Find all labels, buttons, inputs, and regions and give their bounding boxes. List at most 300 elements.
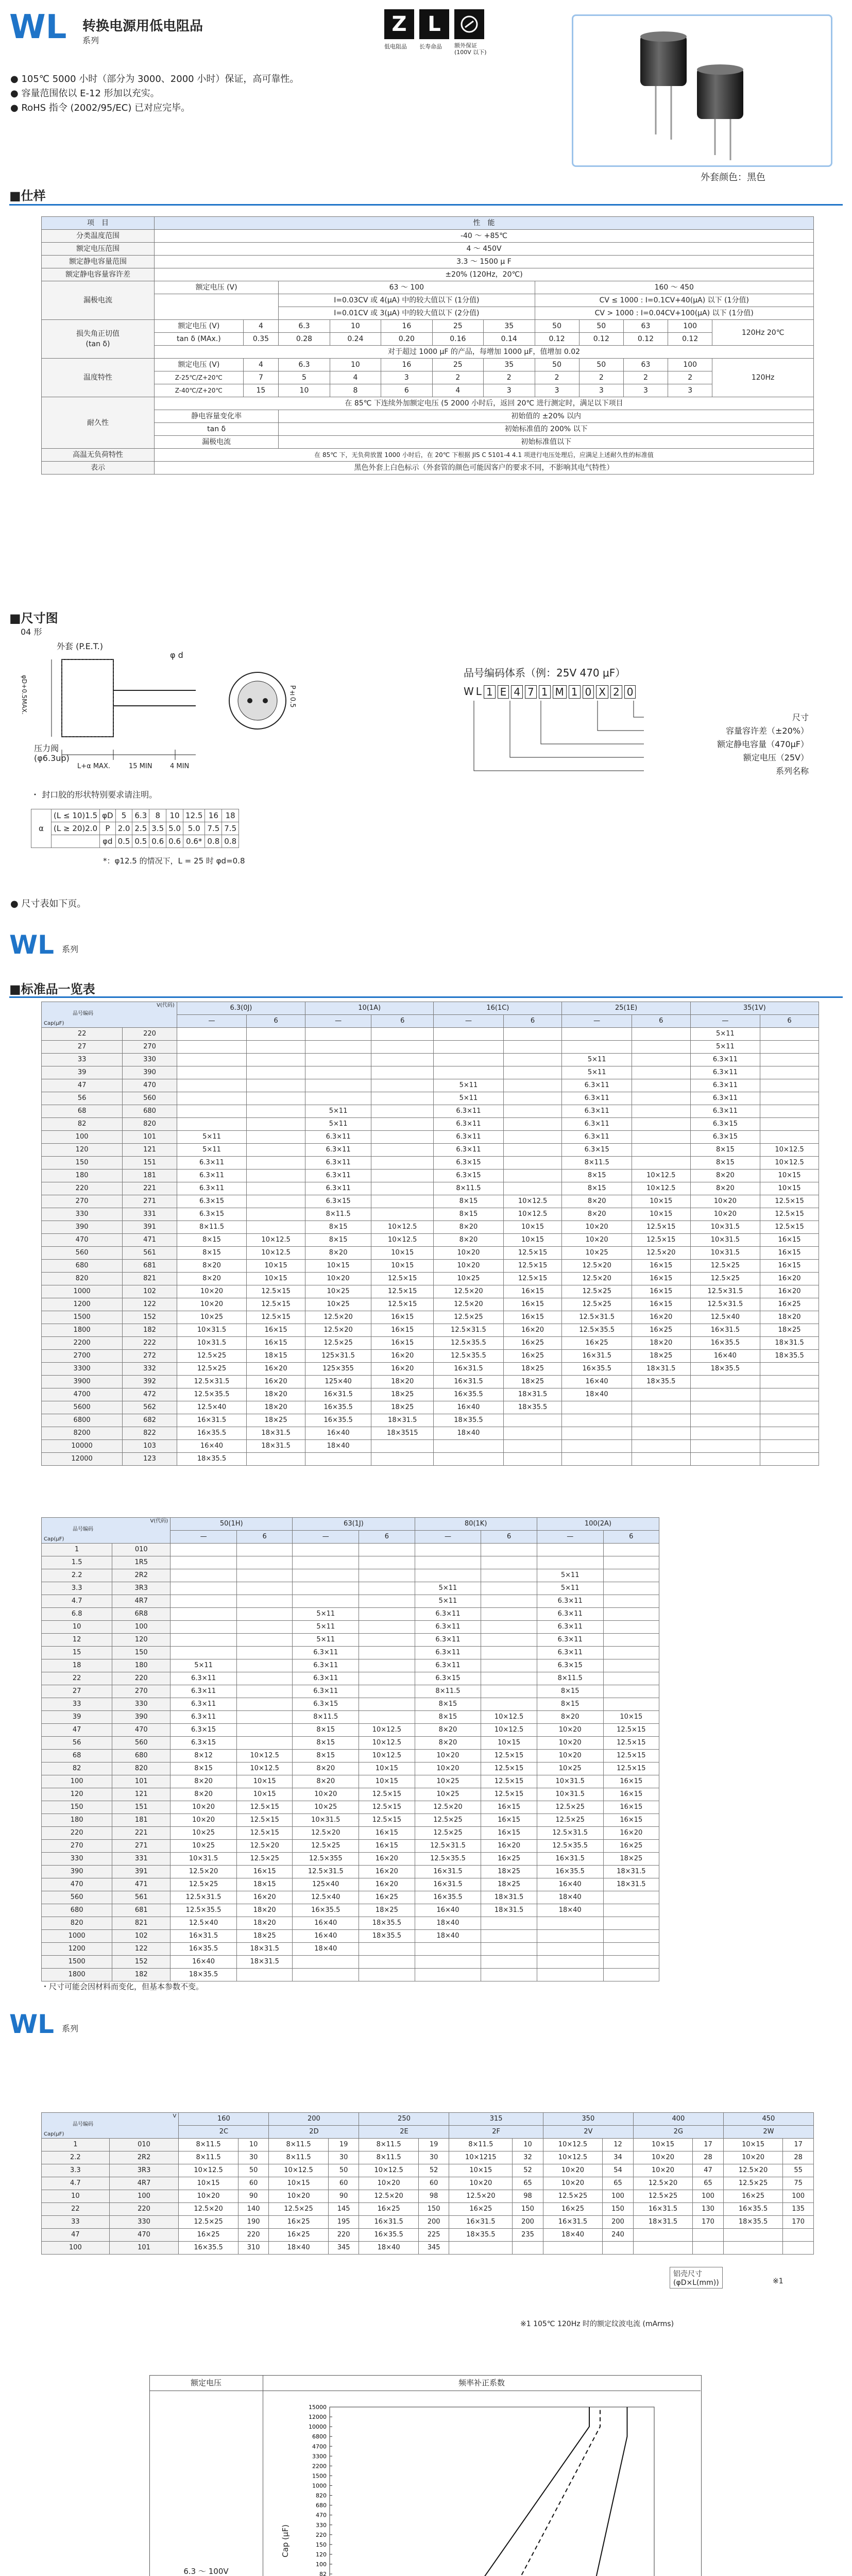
code-cell: 220 [123, 1028, 177, 1041]
table-row [42, 1376, 819, 1388]
code-cell: 560 [112, 1737, 171, 1750]
size-cell [537, 1556, 603, 1569]
size-cell: 10×31.5 [177, 1324, 246, 1337]
size-cell: 47 [693, 2164, 724, 2177]
size-cell: 6.3×11 [177, 1170, 246, 1182]
size-cell [293, 1595, 359, 1608]
size-cell: 18×3515 [371, 1427, 434, 1440]
size-cell: 10×25 [415, 1775, 481, 1788]
size-cell: 10×25 [177, 1311, 246, 1324]
size-cell [690, 1401, 760, 1414]
capacitance-cell: 2700 [42, 1350, 123, 1363]
size-cell: 6.3×15 [434, 1170, 503, 1182]
size-cell [237, 1969, 293, 1981]
y-tick-label: 150 [316, 2541, 327, 2548]
size-cell [760, 1363, 819, 1376]
size-cell: 12.5×20 [562, 1273, 632, 1285]
size-cell: 52 [418, 2164, 449, 2177]
size-cell: 10×20 [537, 1737, 603, 1750]
size-cell: 18×40 [537, 1891, 603, 1904]
size-cell: 6.3×15 [171, 1724, 237, 1737]
size-cell: 18×25 [503, 1363, 562, 1376]
size-cell: 12.5×40 [690, 1311, 760, 1324]
code-cell: 472 [123, 1388, 177, 1401]
long-life-badge: L [419, 9, 449, 39]
table-row [42, 2203, 814, 2216]
size-cell: 16×15 [632, 1298, 690, 1311]
table-row [42, 1659, 659, 1672]
size-cell: 8×15 [537, 1698, 603, 1711]
code-cell: 101 [112, 1775, 171, 1788]
code-cell: 561 [123, 1247, 177, 1260]
size-cell [503, 1092, 562, 1105]
table-row [42, 1595, 659, 1608]
size-cell: 8×12 [171, 1750, 237, 1762]
capacitance-cell: 820 [42, 1273, 123, 1285]
size-cell: 18×35.5 [690, 1363, 760, 1376]
size-cell: 6.3×15 [177, 1195, 246, 1208]
capacitance-cell: 33 [42, 1698, 112, 1711]
size-cell: 16×15 [371, 1311, 434, 1324]
size-cell [359, 1711, 415, 1724]
size-cell [237, 1608, 293, 1621]
size-cell: 12.5×25 [237, 1853, 293, 1866]
size-cell [632, 1414, 690, 1427]
size-cell: 16×15 [237, 1866, 293, 1878]
size-cell: 10×15 [449, 2164, 513, 2177]
size-cell: 10×15 [305, 1260, 371, 1273]
code-cell: 102 [112, 1930, 171, 1943]
size-cell: 5×11 [434, 1079, 503, 1092]
size-cell [434, 1054, 503, 1066]
table-row [42, 1634, 659, 1647]
code-cell: 820 [123, 1118, 177, 1131]
size-cell: 60 [418, 2177, 449, 2190]
size-cell [503, 1414, 562, 1427]
table-row [42, 1737, 659, 1750]
size-note: ● 尺寸表如下页。 [10, 899, 87, 909]
size-cell: 16×40 [305, 1427, 371, 1440]
size-cell [237, 1556, 293, 1569]
size-cell: 12.5×25 [305, 1337, 371, 1350]
size-cell: 6.3×11 [690, 1105, 760, 1118]
size-cell: 16×40 [293, 1930, 359, 1943]
size-cell: 6.3×11 [415, 1608, 481, 1621]
freq-head-voltage: 额定电压 [190, 2378, 221, 2387]
size-cell [603, 1595, 659, 1608]
table-row [42, 1028, 819, 1041]
size-cell: 130 [693, 2203, 724, 2216]
size-cell: 16×35.5 [723, 2203, 782, 2216]
size-cell [359, 1595, 415, 1608]
size-cell: 6.3×11 [415, 1659, 481, 1672]
size-cell: 98 [418, 2190, 449, 2203]
size-cell: 16×15 [760, 1234, 819, 1247]
size-cell: 8×20 [562, 1195, 632, 1208]
size-cell: 12.5×25 [171, 1878, 237, 1891]
code-cell: 391 [112, 1866, 171, 1878]
table-row [42, 2242, 814, 2255]
size-cell: 12.5×31.5 [690, 1285, 760, 1298]
size-cell: 10×12.5 [632, 1182, 690, 1195]
size-cell: 18×40 [434, 1427, 503, 1440]
size-cell: 10×20 [305, 1273, 371, 1285]
size-cell: 12.5×35.5 [434, 1337, 503, 1350]
size-cell: 12.5×25 [179, 2216, 238, 2229]
size-cell [371, 1131, 434, 1144]
size-cell: 12.5×20 [237, 1840, 293, 1853]
dimension-drawing [31, 639, 319, 783]
dimension-title: ■尺寸图 [9, 611, 58, 625]
size-cell: 18×40 [269, 2242, 328, 2255]
table-row [42, 1414, 819, 1427]
hv-legend-mark: ※1 [773, 2277, 783, 2285]
size-cell: 145 [328, 2203, 359, 2216]
size-cell: 12.5×15 [247, 1311, 305, 1324]
size-cell: 18×40 [293, 1943, 359, 1956]
size-cell: 18×31.5 [237, 1956, 293, 1969]
size-cell: 18×31.5 [371, 1414, 434, 1427]
size-cell: 18×25 [481, 1878, 537, 1891]
capacitance-cell: 220 [42, 1827, 112, 1840]
y-tick-label: 220 [316, 2531, 327, 2538]
size-cell: 10×20 [415, 1750, 481, 1762]
size-cell [603, 1634, 659, 1647]
code-cell: 471 [123, 1234, 177, 1247]
size-cell: 8×20 [434, 1234, 503, 1247]
size-cell: 8×11.5 [293, 1711, 359, 1724]
label-sleeve: 外套 (P.E.T.) [57, 641, 103, 651]
size-cell [247, 1131, 305, 1144]
size-cell [481, 1659, 537, 1672]
code-cell: 681 [112, 1904, 171, 1917]
size-cell: 10×20 [269, 2190, 328, 2203]
size-cell: 12.5×15 [481, 1750, 537, 1762]
size-cell [503, 1028, 562, 1041]
size-cell: 10×15 [632, 1208, 690, 1221]
code-cell: 151 [123, 1157, 177, 1170]
size-cell: 18×25 [247, 1414, 305, 1427]
code-cell: 682 [123, 1414, 177, 1427]
table-row [42, 1401, 819, 1414]
code-cell: 471 [112, 1878, 171, 1891]
size-cell: 16×15 [760, 1260, 819, 1273]
size-cell: 12.5×15 [237, 1814, 293, 1827]
size-cell: 75 [783, 2177, 814, 2190]
table-row [42, 1853, 659, 1866]
table-row [42, 1685, 659, 1698]
size-cell: 16×35.5 [305, 1401, 371, 1414]
size-cell [503, 1157, 562, 1170]
size-cell [247, 1208, 305, 1221]
size-cell: 12.5×20 [305, 1311, 371, 1324]
size-cell: 8×15 [415, 1698, 481, 1711]
size-cell [481, 1608, 537, 1621]
size-cell [434, 1041, 503, 1054]
standard-table-low-voltage: V(代码) Cap(μF) 品号编码 6.3(0J) 10(1A) 16(1C) 25(1E) 35(1V) — 6 — 6 — 6 — 6 — 6 22 220 5×11 27 270 5×11 33 330 5×11 6.3×11 39 390 5×11 6.3×11 47 470 5×11 6.3×11 6.3×11 56 560 5×11 6.3×11 6.3×11 68 680 5×11 6.3×11 6.3×11 6.3×11 82 820 5×11 6.3×11 6.3×11 6.3×15 100 101 5×11 6.3×11 6.3×11 6.3×11 6.3×15 120 121 5×11 6.3×11 6.3×11 6.3×15 8×15 10×12.5 150 151 6.3×11 6.3×11 6.3×15 8×11.5 8×15 10×12.5 180 181 6.3×11 6.3×11 6.3×15 8×15 10×12.5 8×20 10×15 220 221 6.3×11 6.3×11 8×11.5 8×15 10×12.5 8×20 10×15 270 271 6.3×15 6.3×15 8×15 10×12.5 8×20 10×15 10×20 12.5×15 330 331 6.3×15 8×11.5 8×15 10×12.5 8×20 10×15 10×20 12.5×15 390 391 8×11.5 8×15 10×12.5 8×20 10×15 10×20 12.5×15 10×31.5 12.5×15 470 471 8×15 10×12.5 8×15 10×12.5 8×20 10×15 10×20 12.5×15 10×31.5 16×15 560 561 8×15 10×12.5 8×20 10×15 10×20 12.5×15 10×25 12.5×20 10×31.5 16×15 680 681 8×20 10×15 10×15 10×15 10×20 12.5×15 12.5×20 16×15 12.5×25 16×15 820 821 8×20 10×15 10×20 12.5×15 10×25 12.5×15 12.5×20 16×15 12.5×25 16×20 1000 102 10×20 12.5×15 10×25 12.5×15 12.5×20 16×15 12.5×25 16×15 12.5×31.5 16×20 1200 122 10×20 12.5×15 10×25 12.5×15 12.5×20 16×15 12.5×25 16×15 12.5×31.5 16×25 1500 152 10×25 12.5×15 12.5×20 16×15 12.5×25 16×15 12.5×31.5 16×20 12.5×40 18×20 1800 182 10×31.5 16×15 12.5×20 16×15 12.5×31.5 16×20 12.5×35.5 16×25 16×31.5 18×25 2200 222 10×31.5 16×15 12.5×25 16×15 12.5×35.5 16×25 16×25 18×20 16×35.5 18×31.5 2700 272 12.5×25 18×15 125×31.5 16×20 12.5×35.5 16×25 16×31.5 18×25 16×40 18×35.5 3300 332 12.5×25 16×20 125×355 16×20 16×31.5 18×25 16×35.5 18×31.5 18×35.5 3900 392 12.5×31.5 16×20 125×40 18×20 16×31.5 18×25 16×40 18×35.5 4700 472 12.5×35.5 18×20 16×31.5 18×25 16×35.5 18×31.5 18×40 5600 562 12.5×40 18×20 16×35.5 18×25 16×40 18×35.5 6800 682 16×31.5 18×25 16×35.5 18×31.5 18×35.5 8200 822 16×35.5 18×31.5 16×40 18×3515 18×40 10000 103 16×40 18×31.5 18×40 12000 123 18×35.5 [41, 1002, 819, 1466]
code-cell: 2R2 [109, 2151, 179, 2164]
size-cell: 16×25 [269, 2229, 328, 2242]
table-row [42, 1840, 659, 1853]
size-cell [237, 1647, 293, 1659]
y-tick-label: 820 [316, 2492, 327, 2499]
size-cell: 8×20 [415, 1737, 481, 1750]
table-row [42, 1092, 819, 1105]
size-cell: 6.3×15 [690, 1118, 760, 1131]
size-cell: 28 [783, 2151, 814, 2164]
label-length-15: 15 MIN [129, 762, 152, 770]
size-cell: 8×20 [305, 1247, 371, 1260]
size-cell: 54 [603, 2164, 634, 2177]
size-cell: 125×31.5 [305, 1350, 371, 1363]
size-cell: 220 [238, 2229, 269, 2242]
size-cell: 8×15 [434, 1195, 503, 1208]
table-row [42, 1440, 819, 1453]
size-cell [171, 1634, 237, 1647]
size-cell: 16×31.5 [562, 1350, 632, 1363]
code-cell: 122 [123, 1298, 177, 1311]
size-cell: 10×15 [247, 1273, 305, 1285]
size-cell: 18×40 [562, 1388, 632, 1401]
size-cell: 190 [238, 2216, 269, 2229]
table-row [42, 1079, 819, 1092]
size-cell [481, 1621, 537, 1634]
size-cell: 10×1215 [449, 2151, 513, 2164]
capacitance-cell: 120 [42, 1788, 112, 1801]
size-cell [371, 1105, 434, 1118]
size-cell [247, 1157, 305, 1170]
capacitance-cell: 560 [42, 1891, 112, 1904]
size-cell: 10×12.5 [481, 1711, 537, 1724]
size-cell: 16×40 [690, 1350, 760, 1363]
code-cell: 560 [123, 1092, 177, 1105]
capacitance-cell: 3300 [42, 1363, 123, 1376]
size-cell [760, 1079, 819, 1092]
y-tick-label: 82 [319, 2571, 327, 2576]
size-cell: 18×20 [247, 1388, 305, 1401]
size-cell [237, 1659, 293, 1672]
size-cell [171, 1621, 237, 1634]
size-cell [603, 1685, 659, 1698]
size-cell: 10×31.5 [177, 1337, 246, 1350]
size-cell: 6.3×15 [177, 1208, 246, 1221]
table-row [42, 1208, 819, 1221]
table-row [42, 1170, 819, 1182]
size-cell: 6.3×11 [415, 1621, 481, 1634]
size-cell: 12.5×15 [371, 1298, 434, 1311]
size-cell [633, 2229, 692, 2242]
size-cell [632, 1144, 690, 1157]
capacitance-cell: 1200 [42, 1943, 112, 1956]
size-cell: 12.5×15 [359, 1814, 415, 1827]
size-cell: 18×25 [503, 1376, 562, 1388]
size-cell: 6.3×11 [690, 1066, 760, 1079]
size-cell: 16×35.5 [359, 2229, 418, 2242]
size-cell [513, 2242, 543, 2255]
size-cell: 19 [328, 2139, 359, 2151]
size-cell [562, 1401, 632, 1414]
size-cell: 12.5×15 [603, 1724, 659, 1737]
capacitance-cell: 120 [42, 1144, 123, 1157]
size-cell [632, 1092, 690, 1105]
size-cell: 16×15 [503, 1285, 562, 1298]
size-cell: 18×31.5 [247, 1427, 305, 1440]
capacitance-cell: 2200 [42, 1337, 123, 1350]
code-cell: 821 [112, 1917, 171, 1930]
size-cell [293, 1569, 359, 1582]
size-cell: 12.5×15 [603, 1750, 659, 1762]
size-cell [434, 1028, 503, 1041]
partcode-title: 品号编码体系（例：25V 470 μF） [464, 667, 626, 679]
size-cell: 8×20 [415, 1724, 481, 1737]
size-cell: 8×15 [537, 1685, 603, 1698]
size-cell: 5×11 [171, 1659, 237, 1672]
size-cell: 12.5×25 [434, 1311, 503, 1324]
table-row [42, 1118, 819, 1131]
code-cell: 122 [112, 1943, 171, 1956]
size-cell: 12.5×15 [237, 1827, 293, 1840]
size-cell [359, 1621, 415, 1634]
size-cell [371, 1144, 434, 1157]
size-cell [760, 1041, 819, 1054]
size-cell [603, 1556, 659, 1569]
size-cell [359, 1698, 415, 1711]
size-cell: 90 [328, 2190, 359, 2203]
size-cell: 10×31.5 [690, 1234, 760, 1247]
size-cell [359, 1634, 415, 1647]
size-cell: 10×20 [434, 1260, 503, 1273]
code-cell: 120 [112, 1634, 171, 1647]
size-cell: 18×25 [632, 1350, 690, 1363]
size-cell: 6.3×11 [177, 1182, 246, 1195]
capacitance-cell: 27 [42, 1685, 112, 1698]
size-cell [537, 1917, 603, 1930]
size-cell [237, 1685, 293, 1698]
size-cell: 12.5×31.5 [171, 1891, 237, 1904]
size-cell [434, 1066, 503, 1079]
size-cell [371, 1092, 434, 1105]
label-phi-D: φD+0.5MAX. [21, 675, 28, 715]
size-cell [481, 1969, 537, 1981]
size-cell: 6.3×11 [171, 1698, 237, 1711]
series-suffix: 系列 [82, 36, 99, 45]
size-cell [632, 1440, 690, 1453]
spec-table: 项 目 性 能 分类温度范围 -40 ～ +85℃ 额定电压范围 4 ～ 450V 额定静电容量范围 3.3 ～ 1500 μ F 额定静电容量容许差 ±20% (120Hz，20℃) 漏极电流 额定电压 (V) 63 ～ 100 160 ～ 450 I=0.03CV 或 4(μA) 中的较大值以下 (1分值) CV ≤ 1000 : I=0.1CV+40(μA) 以下 (1分值) I=0.01CV 或 3(μA) 中的较大值以下 (2分值) CV > 1000 : I=0.04CV+100(μA) 以下 (1分值) 损失角正切值 (tan δ) 额定电压 (V) 4 6.3 10 16 25 35 50 50 63 100 120Hz 20℃ tan δ (MAx.) 0.35 0.28 0.24 0.20 0.16 0.14 0.12 0.12 0.12 0.12 对于超过 1000 μF 的产品，每增加 1000 μF，值增加 0.02 温度特性 额定电压 (V) 4 6.3 10 16 25 35 50 50 63 100 120Hz Z-25℃/Z+20℃ 7 5 4 3 2 2 2 2 2 2 Z-40℃/Z+20℃ 15 10 8 6 4 3 3 3 3 3 耐久性 在 85℃ 下连续外加额定电压 (5 2000 小时后，返回 20℃ 进行测定时，满足以下项目 静电容量变化率 初始值的 ±20% 以内 tan δ 初始标准值的 200% 以下 漏极电流 初始标准值以下 高温无负荷特性 在 85℃ 下，无负荷放置 1000 小时后，在 20℃ 下根据 JIS C 5101-4 4.1 项进行电压处理后，应满足上述耐久性的标准值 表示 黑色外套上白色标示（外套管的颜色可能因客户的要求不同，不影响其电气特性） [41, 216, 814, 474]
size-cell: 18×20 [237, 1904, 293, 1917]
size-cell: 10×12.5 [503, 1195, 562, 1208]
size-cell: 18×20 [632, 1337, 690, 1350]
size-cell: 6.3×11 [305, 1144, 371, 1157]
size-cell: 16×35.5 [690, 1337, 760, 1350]
size-cell: 10×12.5 [247, 1234, 305, 1247]
size-cell: 6.3×11 [415, 1634, 481, 1647]
size-cell: 16×15 [247, 1324, 305, 1337]
size-cell: 6.3×11 [293, 1659, 359, 1672]
size-cell [503, 1079, 562, 1092]
size-cell: 10×31.5 [537, 1775, 603, 1788]
size-cell [603, 1569, 659, 1582]
size-cell: 65 [513, 2177, 543, 2190]
size-cell: 8×20 [293, 1775, 359, 1788]
size-cell: 16×31.5 [305, 1388, 371, 1401]
size-cell: 6.3×11 [177, 1157, 246, 1170]
size-cell: 16×35.5 [434, 1388, 503, 1401]
size-cell: 10×20 [171, 1801, 237, 1814]
table-row [42, 1285, 819, 1298]
size-cell [481, 1685, 537, 1698]
capacitance-cell: 56 [42, 1092, 123, 1105]
size-cell [632, 1118, 690, 1131]
size-cell [415, 1544, 481, 1556]
size-cell: 16×20 [247, 1376, 305, 1388]
size-cell [543, 2242, 602, 2255]
capacitance-cell: 820 [42, 1917, 112, 1930]
size-cell: 16×20 [247, 1363, 305, 1376]
size-cell: 18×31.5 [237, 1943, 293, 1956]
y-tick-label: 1000 [312, 2482, 327, 2489]
size-cell: 170 [693, 2216, 724, 2229]
size-cell: 135 [783, 2203, 814, 2216]
size-cell [633, 2242, 692, 2255]
size-cell: 8×15 [177, 1234, 246, 1247]
size-cell: 12.5×15 [359, 1801, 415, 1814]
size-cell: 12.5×15 [371, 1273, 434, 1285]
low-resistance-badge: Z [384, 9, 414, 39]
size-cell [359, 1569, 415, 1582]
size-cell: 10×20 [171, 1814, 237, 1827]
capacitance-cell: 22 [42, 2203, 110, 2216]
size-cell: 10×20 [562, 1234, 632, 1247]
size-cell: 16×40 [562, 1376, 632, 1388]
size-cell: 8×11.5 [449, 2139, 513, 2151]
code-cell: 010 [112, 1544, 171, 1556]
size-cell: 8×15 [690, 1157, 760, 1170]
size-cell [371, 1066, 434, 1079]
capacitance-cell: 1500 [42, 1956, 112, 1969]
size-cell: 12.5×25 [690, 1273, 760, 1285]
size-cell [693, 2229, 724, 2242]
code-cell: 151 [112, 1801, 171, 1814]
hv-legend: 铝壳尺寸 (φD×L(mm)) [670, 2267, 723, 2289]
code-cell: 100 [109, 2190, 179, 2203]
size-cell: 10×20 [293, 1788, 359, 1801]
capacitance-cell: 27 [42, 1041, 123, 1054]
size-cell: 6.3×11 [415, 1647, 481, 1659]
code-cell: 270 [112, 1685, 171, 1698]
size-cell [371, 1041, 434, 1054]
size-cell [305, 1079, 371, 1092]
label-pressure-valve: 压力阀 [34, 743, 59, 753]
size-cell: 12.5×20 [171, 1866, 237, 1878]
size-cell [359, 1672, 415, 1685]
size-cell: 18×31.5 [481, 1891, 537, 1904]
size-cell: 345 [418, 2242, 449, 2255]
code-cell: 4R7 [112, 1595, 171, 1608]
size-cell: 10×25 [171, 1840, 237, 1853]
size-cell [481, 1698, 537, 1711]
freq-y-label: Cap (μF) [281, 2524, 290, 2557]
capacitance-cell: 6800 [42, 1414, 123, 1427]
size-cell: 10×15 [237, 1788, 293, 1801]
code-cell: 182 [112, 1969, 171, 1981]
size-cell: 16×35.5 [293, 1904, 359, 1917]
size-cell: 16×31.5 [449, 2216, 513, 2229]
size-cell [237, 1595, 293, 1608]
size-cell [177, 1066, 246, 1079]
size-cell: 12.5×25 [537, 1801, 603, 1814]
size-cell [760, 1118, 819, 1131]
size-cell [434, 1453, 503, 1466]
